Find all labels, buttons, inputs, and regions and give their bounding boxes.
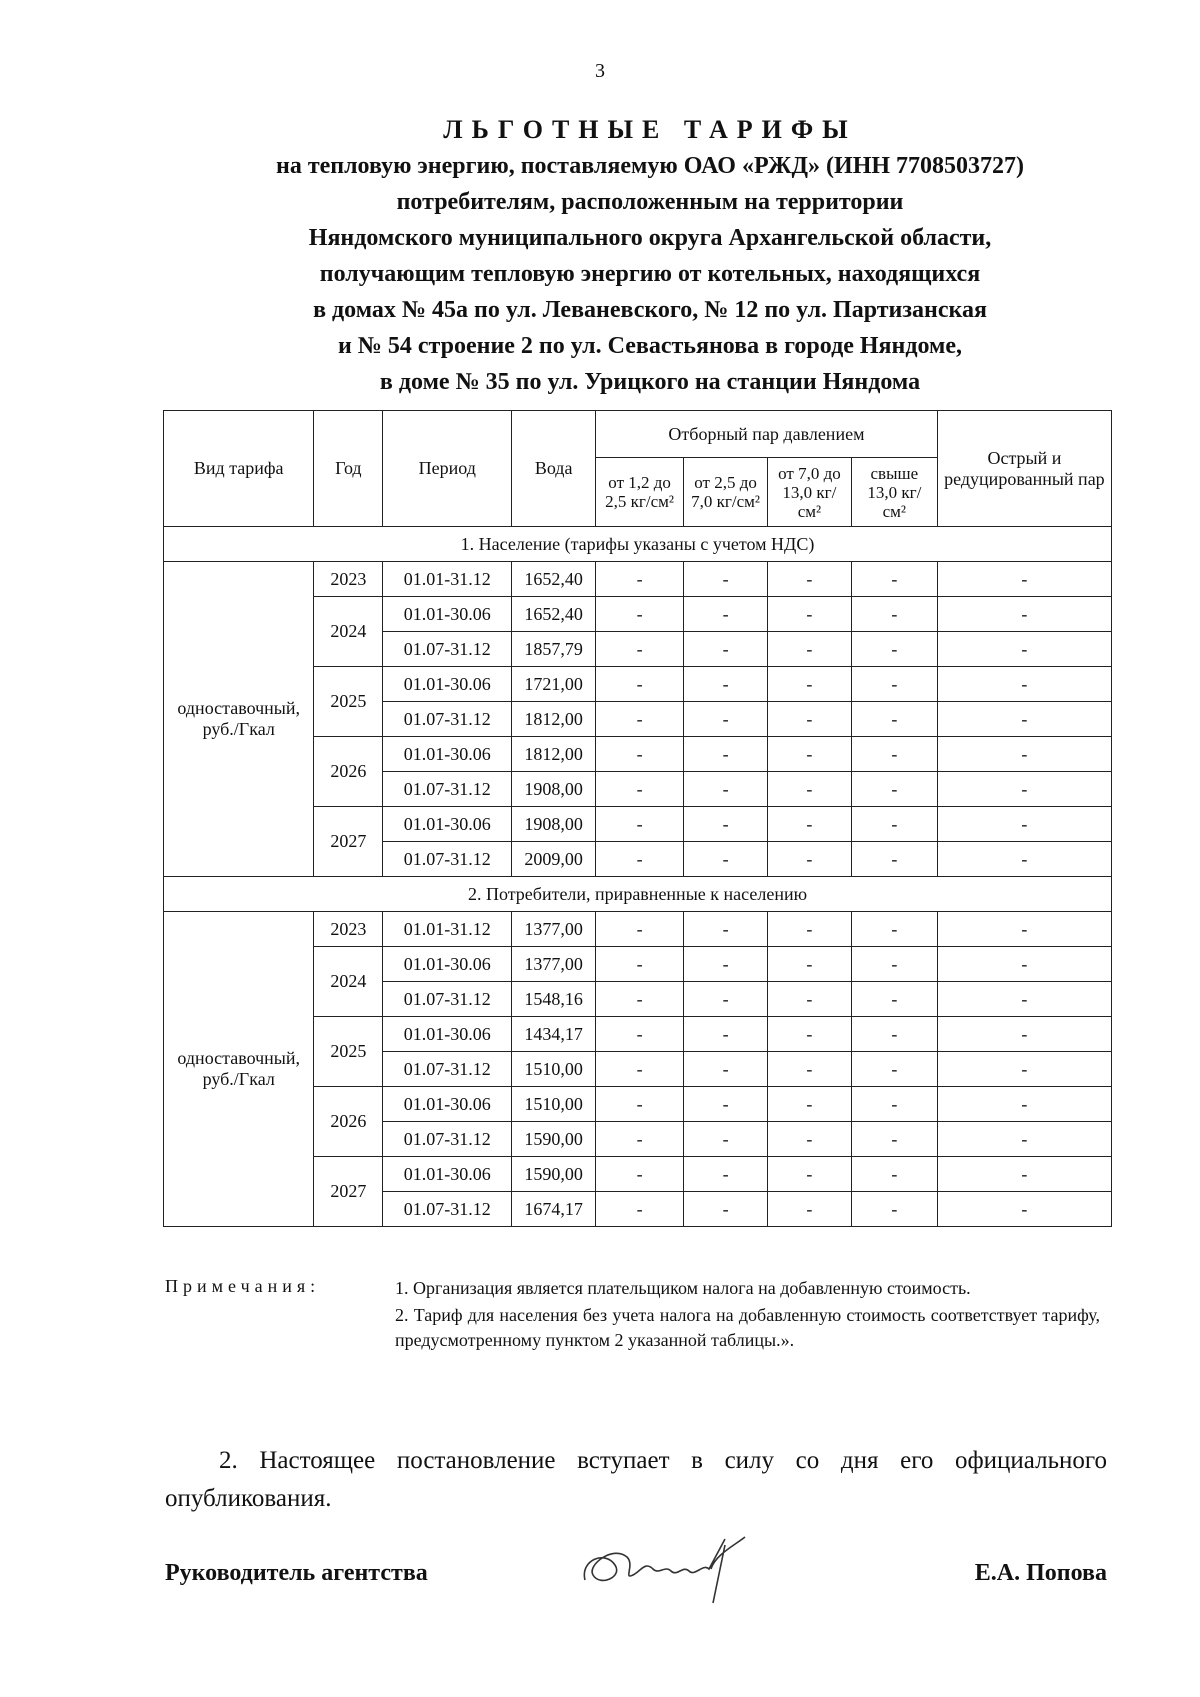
steam-cell: - <box>596 1017 684 1052</box>
steam-cell: - <box>684 912 768 947</box>
steam-cell: - <box>768 702 852 737</box>
steam-cell: - <box>768 667 852 702</box>
period-cell: 01.07-31.12 <box>383 1192 512 1227</box>
water-cell: 1812,00 <box>512 737 596 772</box>
steam-cell: - <box>596 1087 684 1122</box>
steam-cell: - <box>684 947 768 982</box>
water-cell: 1590,00 <box>512 1157 596 1192</box>
steam-cell: - <box>937 1087 1111 1122</box>
period-cell: 01.01-30.06 <box>383 807 512 842</box>
steam-cell: - <box>684 562 768 597</box>
water-cell: 1652,40 <box>512 562 596 597</box>
title-line: получающим тепловую энергию от котельных, находящихся <box>319 261 981 287</box>
steam-cell: - <box>851 737 937 772</box>
steam-cell: - <box>684 702 768 737</box>
steam-cell: - <box>937 1122 1111 1157</box>
steam-cell: - <box>684 667 768 702</box>
steam-cell: - <box>596 1157 684 1192</box>
steam-cell: - <box>851 947 937 982</box>
year-cell: 2023 <box>314 912 383 947</box>
header-steam-group: Отборный пар давлением <box>596 411 938 458</box>
header-tariff-type: Вид тарифа <box>164 411 314 527</box>
steam-cell: - <box>937 737 1111 772</box>
page-number: 3 <box>595 60 605 82</box>
section-header-row <box>164 527 1112 562</box>
steam-cell: - <box>596 562 684 597</box>
notes-items <box>395 1276 1100 1355</box>
water-cell: 1652,40 <box>512 597 596 632</box>
header-steam-4: свыше 13,0 кг/см² <box>851 458 937 527</box>
period-cell: 01.01-30.06 <box>383 1087 512 1122</box>
header-sharp-steam: Острый и редуцированный пар <box>937 411 1111 527</box>
steam-cell: - <box>684 632 768 667</box>
water-cell: 1590,00 <box>512 1122 596 1157</box>
period-cell: 01.01-30.06 <box>383 1017 512 1052</box>
steam-cell: - <box>851 1192 937 1227</box>
steam-cell: - <box>684 1052 768 1087</box>
steam-cell: - <box>768 807 852 842</box>
period-cell: 01.07-31.12 <box>383 842 512 877</box>
steam-cell: - <box>851 667 937 702</box>
tariffs-table <box>163 410 1112 1227</box>
steam-cell: - <box>851 1087 937 1122</box>
year-cell: 2027 <box>314 807 383 877</box>
steam-cell: - <box>768 562 852 597</box>
steam-cell: - <box>937 597 1111 632</box>
steam-cell: - <box>937 947 1111 982</box>
tariff-type-cell: одноставочный, руб./Гкал <box>164 912 314 1227</box>
steam-cell: - <box>937 702 1111 737</box>
title-main: ЛЬГОТНЫЕ ТАРИФЫ <box>443 115 857 144</box>
steam-cell: - <box>684 1087 768 1122</box>
header-steam-3: от 7,0 до 13,0 кг/см² <box>768 458 852 527</box>
period-cell: 01.01-30.06 <box>383 947 512 982</box>
water-cell: 1377,00 <box>512 912 596 947</box>
section-title: 1. Население (тарифы указаны с учетом НДС) <box>164 527 1112 562</box>
document-title <box>120 112 1180 400</box>
note-item: 1. Организация является плательщиком налога на добавленную стоимость. <box>395 1278 971 1298</box>
steam-cell: - <box>596 912 684 947</box>
title-line: и № 54 строение 2 по ул. Севастьянова в городе Няндоме, <box>337 333 963 359</box>
period-cell: 01.01-31.12 <box>383 562 512 597</box>
steam-cell: - <box>851 842 937 877</box>
year-cell: 2023 <box>314 562 383 597</box>
signatory-name: Е.А. Попова <box>974 1560 1107 1586</box>
steam-cell: - <box>851 912 937 947</box>
title-line: на тепловую энергию, поставляемую ОАО «РЖД» (ИНН 7708503727) <box>275 153 1025 179</box>
steam-cell: - <box>851 1157 937 1192</box>
period-cell: 01.07-31.12 <box>383 982 512 1017</box>
steam-cell: - <box>937 632 1111 667</box>
water-cell: 1721,00 <box>512 667 596 702</box>
steam-cell: - <box>768 842 852 877</box>
steam-cell: - <box>596 1052 684 1087</box>
steam-cell: - <box>851 562 937 597</box>
water-cell: 1548,16 <box>512 982 596 1017</box>
section-title: 2. Потребители, приравненные к населению <box>164 877 1112 912</box>
year-cell: 2024 <box>314 947 383 1017</box>
period-cell: 01.07-31.12 <box>383 632 512 667</box>
steam-cell: - <box>768 1052 852 1087</box>
period-cell: 01.01-30.06 <box>383 1157 512 1192</box>
steam-cell: - <box>684 1192 768 1227</box>
steam-cell: - <box>937 982 1111 1017</box>
steam-cell: - <box>596 737 684 772</box>
steam-cell: - <box>684 597 768 632</box>
steam-cell: - <box>596 772 684 807</box>
steam-cell: - <box>768 1192 852 1227</box>
table-row <box>164 912 1112 947</box>
note-item: 2. Тариф для населения без учета налога на добавленную стоимость соответствует тарифу, предусмотренному пунктом 2 указанной таблицы.». <box>395 1305 1100 1350</box>
year-cell: 2025 <box>314 667 383 737</box>
period-cell: 01.01-31.12 <box>383 912 512 947</box>
water-cell: 1377,00 <box>512 947 596 982</box>
year-cell: 2027 <box>314 1157 383 1227</box>
header-year: Год <box>314 411 383 527</box>
water-cell: 1434,17 <box>512 1017 596 1052</box>
title-line: Няндомского муниципального округа Архангельской области, <box>308 225 992 251</box>
water-cell: 1857,79 <box>512 632 596 667</box>
steam-cell: - <box>596 807 684 842</box>
steam-cell: - <box>937 1192 1111 1227</box>
steam-cell: - <box>851 807 937 842</box>
steam-cell: - <box>851 772 937 807</box>
steam-cell: - <box>768 1122 852 1157</box>
handwritten-signature <box>575 1525 765 1605</box>
period-cell: 01.07-31.12 <box>383 1122 512 1157</box>
year-cell: 2024 <box>314 597 383 667</box>
steam-cell: - <box>768 632 852 667</box>
year-cell: 2026 <box>314 1087 383 1157</box>
steam-cell: - <box>596 667 684 702</box>
steam-cell: - <box>851 1017 937 1052</box>
year-cell: 2025 <box>314 1017 383 1087</box>
header-steam-1: от 1,2 до 2,5 кг/см² <box>596 458 684 527</box>
steam-cell: - <box>851 632 937 667</box>
steam-cell: - <box>937 807 1111 842</box>
steam-cell: - <box>596 982 684 1017</box>
tariff-type-cell: одноставочный, руб./Гкал <box>164 562 314 877</box>
steam-cell: - <box>596 597 684 632</box>
steam-cell: - <box>768 982 852 1017</box>
steam-cell: - <box>684 1157 768 1192</box>
steam-cell: - <box>768 1087 852 1122</box>
year-cell: 2026 <box>314 737 383 807</box>
title-line: потребителям, расположенным на территории <box>396 189 904 215</box>
steam-cell: - <box>937 562 1111 597</box>
steam-cell: - <box>768 597 852 632</box>
header-water: Вода <box>512 411 596 527</box>
steam-cell: - <box>937 772 1111 807</box>
steam-cell: - <box>684 737 768 772</box>
steam-cell: - <box>937 1052 1111 1087</box>
title-line: в домах № 45а по ул. Леваневского, № 12 по ул. Партизанская <box>313 297 987 323</box>
steam-cell: - <box>684 807 768 842</box>
title-subtitle <box>120 148 1180 400</box>
steam-cell: - <box>851 1122 937 1157</box>
water-cell: 1674,17 <box>512 1192 596 1227</box>
steam-cell: - <box>684 842 768 877</box>
header-period: Период <box>383 411 512 527</box>
decree-text: 2. Настоящее постановление вступает в силу со дня его официального опубликования. <box>165 1447 1107 1512</box>
steam-cell: - <box>684 772 768 807</box>
steam-cell: - <box>851 702 937 737</box>
steam-cell: - <box>851 597 937 632</box>
steam-cell: - <box>684 982 768 1017</box>
table-body <box>164 527 1112 1227</box>
steam-cell: - <box>596 947 684 982</box>
period-cell: 01.07-31.12 <box>383 1052 512 1087</box>
steam-cell: - <box>768 912 852 947</box>
steam-cell: - <box>596 632 684 667</box>
steam-cell: - <box>851 982 937 1017</box>
steam-cell: - <box>596 1122 684 1157</box>
steam-cell: - <box>851 1052 937 1087</box>
steam-cell: - <box>768 947 852 982</box>
period-cell: 01.07-31.12 <box>383 772 512 807</box>
period-cell: 01.01-30.06 <box>383 667 512 702</box>
period-cell: 01.01-30.06 <box>383 597 512 632</box>
steam-cell: - <box>937 667 1111 702</box>
steam-cell: - <box>596 842 684 877</box>
steam-cell: - <box>768 737 852 772</box>
table-row <box>164 562 1112 597</box>
steam-cell: - <box>768 772 852 807</box>
steam-cell: - <box>937 1157 1111 1192</box>
steam-cell: - <box>596 1192 684 1227</box>
steam-cell: - <box>684 1017 768 1052</box>
steam-cell: - <box>937 1017 1111 1052</box>
steam-cell: - <box>768 1157 852 1192</box>
header-steam-2: от 2,5 до 7,0 кг/см² <box>684 458 768 527</box>
water-cell: 1510,00 <box>512 1087 596 1122</box>
steam-cell: - <box>684 1122 768 1157</box>
water-cell: 1812,00 <box>512 702 596 737</box>
water-cell: 2009,00 <box>512 842 596 877</box>
notes-label: Примечания: <box>165 1276 321 1296</box>
period-cell: 01.07-31.12 <box>383 702 512 737</box>
water-cell: 1908,00 <box>512 772 596 807</box>
steam-cell: - <box>937 912 1111 947</box>
steam-cell: - <box>768 1017 852 1052</box>
signatory-position: Руководитель агентства <box>165 1560 428 1586</box>
section-header-row <box>164 877 1112 912</box>
period-cell: 01.01-30.06 <box>383 737 512 772</box>
steam-cell: - <box>596 702 684 737</box>
steam-cell: - <box>937 842 1111 877</box>
water-cell: 1510,00 <box>512 1052 596 1087</box>
title-line: в доме № 35 по ул. Урицкого на станции Няндома <box>379 369 921 395</box>
water-cell: 1908,00 <box>512 807 596 842</box>
